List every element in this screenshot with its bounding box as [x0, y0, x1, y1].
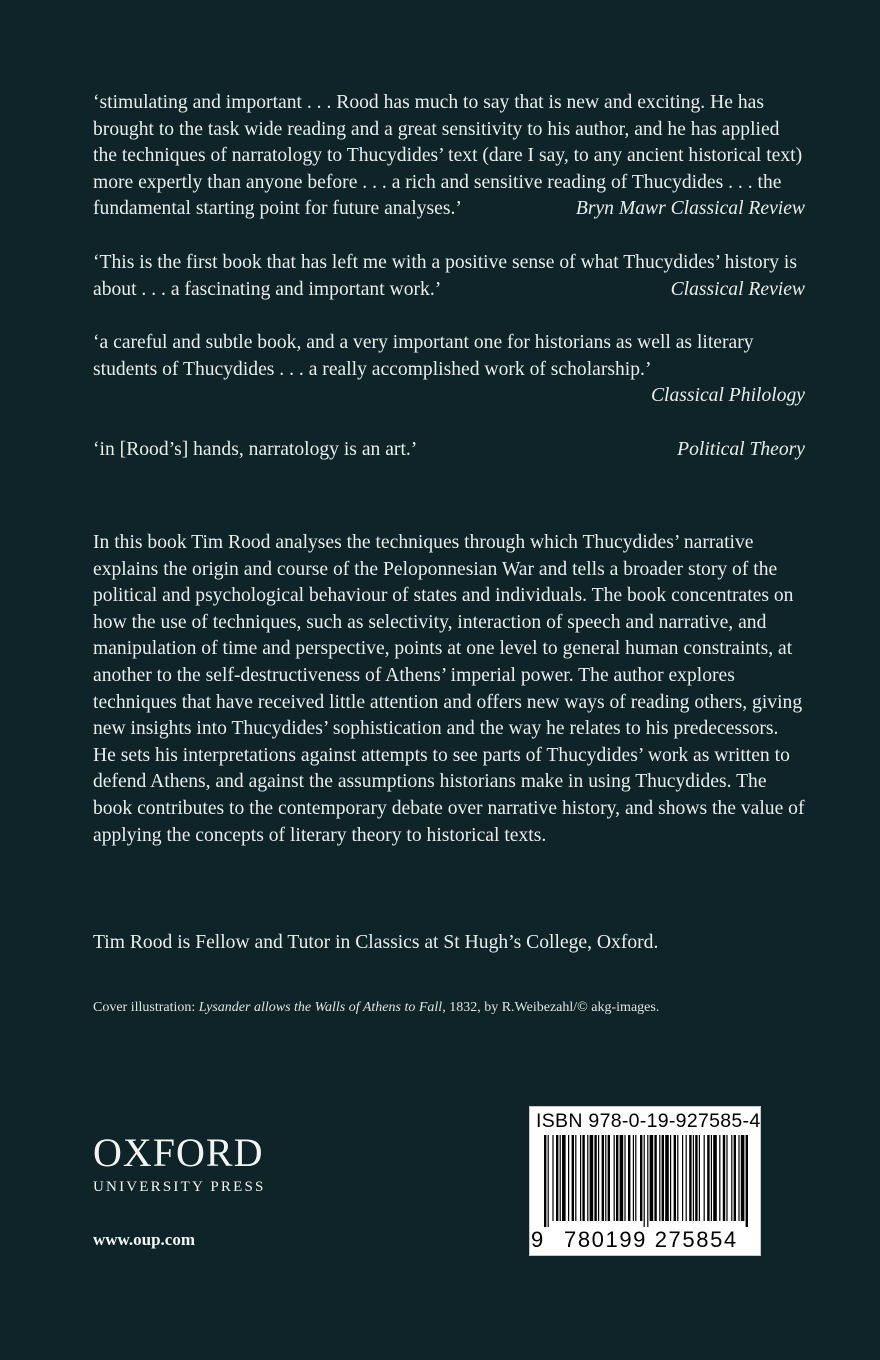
barcode-bar: [580, 1135, 581, 1221]
oxford-wordmark: OXFORD: [93, 1130, 264, 1175]
barcode-bar: [562, 1135, 566, 1221]
barcode-bar: [608, 1135, 610, 1221]
author-bio-text: is Fellow and Tutor in Classics at St Hugh’s College, Oxford.: [172, 932, 659, 953]
barcode-bar: [628, 1135, 630, 1221]
barcode-bar: [575, 1135, 576, 1221]
barcode-bar: [560, 1135, 561, 1221]
barcode-bar: [734, 1135, 736, 1221]
quote-source: Bryn Mawr Classical Review: [575, 198, 805, 220]
review-quote: [93, 250, 805, 303]
quote-text: ‘a careful and subtle book, and a very important one for historians as well as literary students of Thucydides . . . a really accomplished work of scholarship.’: [93, 332, 754, 380]
barcode-bar: [614, 1135, 615, 1221]
barcode-bar: [682, 1135, 683, 1221]
review-quote: [93, 437, 805, 464]
press-name: UNIVERSITY PRESS: [93, 1179, 266, 1195]
barcode-bar: [670, 1135, 671, 1221]
barcode-bar: [544, 1135, 546, 1227]
barcode-bar: [693, 1135, 694, 1221]
barcode-bar: [719, 1135, 720, 1221]
quote-source: Political Theory: [677, 438, 805, 460]
isbn-barcode: [529, 1106, 761, 1256]
barcode-bar: [602, 1135, 604, 1221]
author-name: Tim Rood: [93, 932, 173, 953]
book-description: In this book Tim Rood analyses the techniques through which Thucydides’ narrative explains the origin and course of the Peloponnesian War and tells a broader story of the political and psychological behaviour of states and individuals. The book concentrates on how the use of techniques, such as selectivity, interaction of speech and narrative, and manipulation of time and perspective, points at one level to general human constraints, at another to the self-destructiveness of Athens’ imperial power. The author explores techniques that have received little attention and offers new ways of reading others, giving new insights into Thucydides’ sophistication and the way he relates to his predecessors. He sets his interpretations against attempts to see parts of Thucydides’ work as written to defend Athens, and against the assumptions historians make in using Thucydides. The book contributes to the contemporary debate over narrative history, and shows the value of applying the concepts of literary theory to historical texts.: [93, 532, 805, 846]
barcode-bars-icon: [544, 1135, 748, 1227]
barcode-bar: [644, 1135, 645, 1227]
barcode-bar: [674, 1135, 676, 1221]
quote-text: ‘in [Rood’s] hands, narratology is an art.’: [93, 438, 418, 460]
quote-text: ‘This is the first book that has left me with a positive sense of what Thucydides’ history is about . . . a fascinating and important work.’: [93, 251, 797, 300]
barcode-bar: [552, 1135, 553, 1221]
credit-suffix: , 1832, by R.Weibezahl/© akg-images.: [442, 1000, 660, 1015]
barcode-bar: [620, 1135, 624, 1221]
barcode-bar: [650, 1135, 654, 1221]
review-quotes: [93, 90, 805, 491]
barcode-bar: [699, 1135, 700, 1221]
barcode-bar: [704, 1135, 705, 1221]
barcode-bar: [640, 1135, 642, 1221]
barcode-bar: [624, 1135, 625, 1221]
isbn-label: ISBN 978-0-19-927585-4: [536, 1110, 761, 1132]
credit-artwork-title: Lysander allows the Walls of Athens to Fall: [198, 1000, 443, 1015]
quote-text: ‘stimulating and important . . . Rood has much to say that is new and exciting. He has brought to the task wide reading and a great sensitivity to his author, and he has applied the techniques of narratology to Thucydides’ text (dare I say, to any ancient historical text) more expertly than anyone before . . . a rich and sensitive reading of Thucydides . . . the fundamental starting point for future analyses.’: [93, 92, 803, 220]
barcode-bar: [689, 1135, 691, 1221]
barcode-bar: [726, 1135, 727, 1221]
barcode-bar: [548, 1135, 549, 1227]
barcode-bar: [590, 1135, 594, 1221]
barcode-bar: [677, 1135, 678, 1221]
quote-source: Classical Philology: [650, 385, 805, 407]
barcode-bar: [572, 1135, 574, 1221]
barcode-bar: [582, 1135, 584, 1221]
cover-credit: [93, 998, 805, 1018]
publisher-website: www.oup.com: [93, 1230, 196, 1249]
barcode-bar: [662, 1135, 664, 1221]
review-quote: [93, 330, 805, 410]
barcode-bar: [695, 1135, 697, 1221]
barcode-bar: [633, 1135, 634, 1221]
barcode-bar: [568, 1135, 569, 1221]
author-bio: [93, 930, 805, 957]
barcode-bar: [659, 1135, 660, 1221]
barcode-bar: [738, 1135, 739, 1221]
barcode-bar: [587, 1135, 588, 1221]
barcode-bar: [635, 1135, 636, 1221]
barcode-bar: [741, 1135, 745, 1221]
barcode-bar: [647, 1135, 648, 1227]
review-quote: [93, 90, 805, 223]
barcode-bar: [746, 1135, 748, 1227]
barcode-bar: [594, 1135, 596, 1221]
credit-prefix: Cover illustration:: [93, 1000, 199, 1015]
barcode-bar: [654, 1135, 656, 1221]
barcode-bar: [556, 1135, 558, 1221]
quote-source: Classical Review: [670, 278, 805, 300]
barcode-bar: [616, 1135, 618, 1221]
barcode-bar: [598, 1135, 599, 1221]
ean-lead-digit: 9: [531, 1227, 544, 1252]
ean-digits: 780199 275854: [564, 1227, 738, 1252]
barcode-bar: [711, 1135, 712, 1221]
barcode-bar: [723, 1135, 725, 1221]
barcode-bar: [686, 1135, 687, 1221]
barcode-bar: [665, 1135, 669, 1221]
barcode-bar: [707, 1135, 709, 1221]
barcode-bar: [713, 1135, 717, 1221]
barcode-bar: [605, 1135, 606, 1221]
barcode-bar: [731, 1135, 732, 1221]
publisher-logo: [93, 1130, 266, 1196]
